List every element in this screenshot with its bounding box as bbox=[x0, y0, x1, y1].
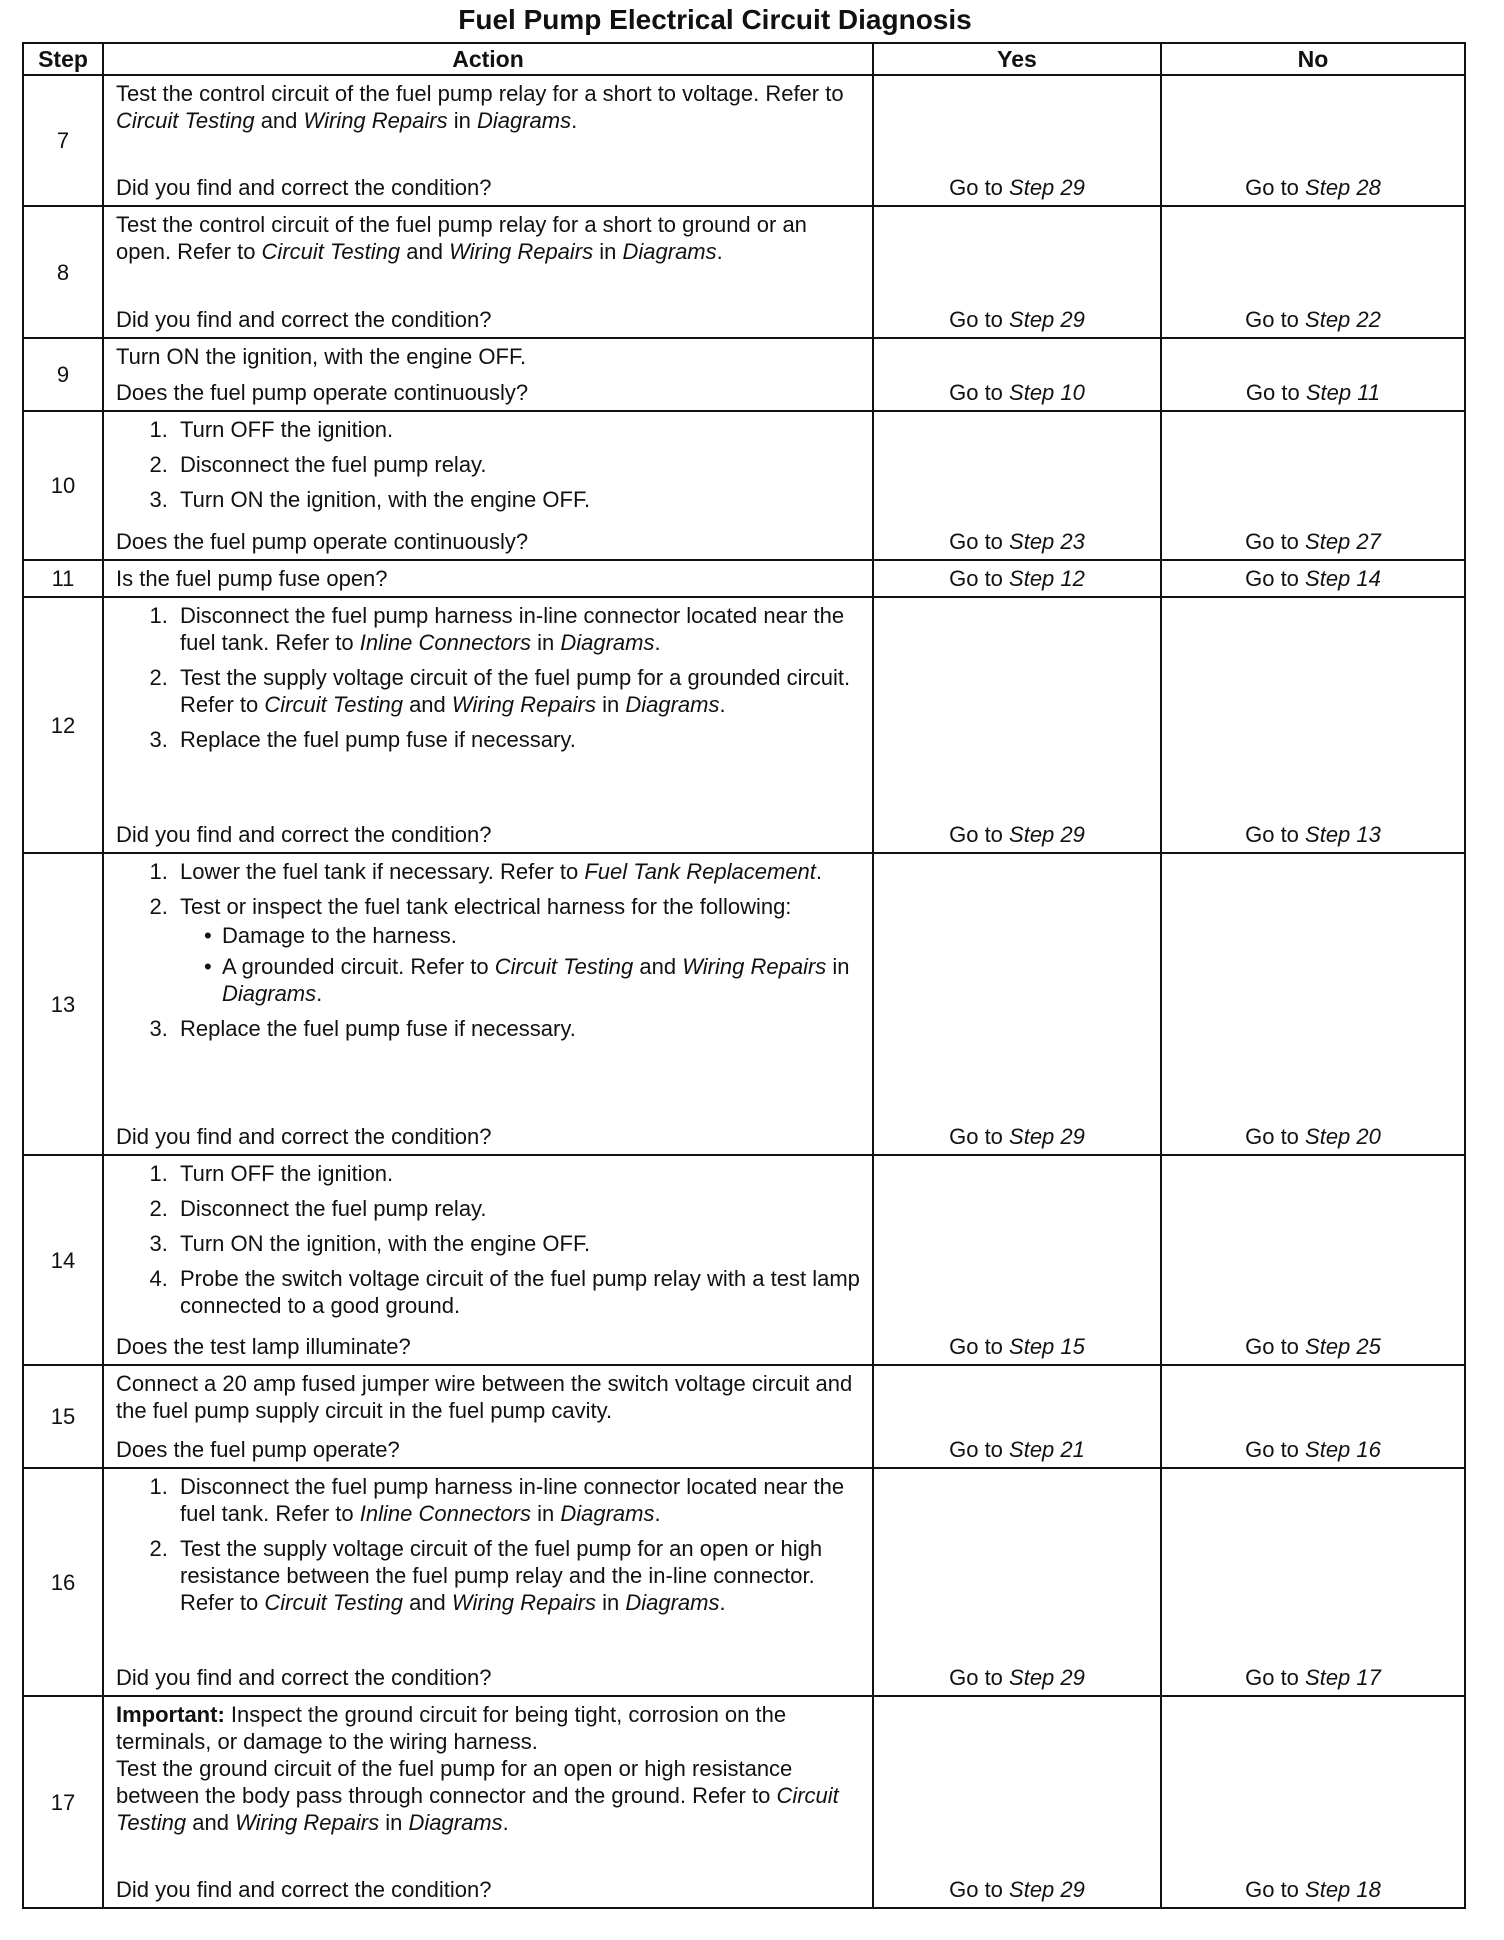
no-result: Go to Step 22 bbox=[1161, 206, 1465, 338]
step-number: 15 bbox=[23, 1365, 103, 1468]
step-number: 8 bbox=[23, 206, 103, 338]
action-steps-list bbox=[116, 1473, 864, 1616]
step-number: 17 bbox=[23, 1696, 103, 1908]
action-steps-list bbox=[116, 858, 864, 1042]
no-column-header: No bbox=[1161, 43, 1465, 75]
action-cell bbox=[103, 1155, 873, 1365]
action-cell bbox=[103, 1696, 873, 1908]
action-cell bbox=[103, 853, 873, 1155]
action-paragraph: Connect a 20 amp fused jumper wire between the switch voltage circuit and the fuel pump supply circuit in the fuel pump cavity. bbox=[116, 1371, 853, 1423]
table-row bbox=[23, 853, 1465, 1155]
action-step: 2. Disconnect the fuel pump relay. bbox=[174, 451, 864, 478]
step-number: 16 bbox=[23, 1468, 103, 1696]
diagnosis-table bbox=[22, 42, 1466, 1909]
reference-text: Wiring Repairs bbox=[303, 108, 448, 133]
table-row bbox=[23, 338, 1465, 411]
yes-result: Go to Step 21 bbox=[873, 1365, 1161, 1468]
step-reference: Step 29 bbox=[1009, 1665, 1085, 1690]
table-body bbox=[23, 75, 1465, 1908]
table-row bbox=[23, 411, 1465, 560]
reference-text: Circuit Testing bbox=[261, 239, 401, 264]
action-step: 2. Test the supply voltage circuit of the fuel pump for an open or high resistance between the fuel pump relay and the in-line connector. Refer to Circuit Testing and Wiring Repairs in Diagrams. bbox=[174, 1535, 864, 1616]
step-reference: Step 20 bbox=[1305, 1124, 1381, 1149]
action-step: 1. Turn OFF the ignition. bbox=[174, 416, 864, 443]
action-question: Did you find and correct the condition? bbox=[116, 175, 492, 200]
action-steps-list bbox=[116, 1160, 864, 1319]
step-reference: Step 10 bbox=[1009, 380, 1085, 405]
step-number: 11 bbox=[23, 560, 103, 597]
yes-result: Go to Step 29 bbox=[873, 1696, 1161, 1908]
reference-text: Wiring Repairs bbox=[451, 1590, 596, 1615]
action-paragraph: Turn ON the ignition, with the engine OFF. bbox=[116, 344, 527, 369]
bullet-item: • A grounded circuit. Refer to Circuit Testing and Wiring Repairs in Diagrams. bbox=[204, 953, 864, 1007]
no-result: Go to Step 28 bbox=[1161, 75, 1465, 206]
action-question: Did you find and correct the condition? bbox=[116, 1665, 492, 1690]
step-reference: Step 28 bbox=[1305, 175, 1381, 200]
action-steps-list bbox=[116, 602, 864, 753]
reference-text: Diagrams bbox=[222, 981, 317, 1006]
step-reference: Step 13 bbox=[1305, 822, 1381, 847]
table-row bbox=[23, 597, 1465, 853]
action-step: 2. Disconnect the fuel pump relay. bbox=[174, 1195, 864, 1222]
step-reference: Step 29 bbox=[1009, 307, 1085, 332]
action-paragraph: Important: Inspect the ground circuit for being tight, corrosion on the terminals, or damage to the wiring harness. bbox=[116, 1702, 787, 1754]
action-cell bbox=[103, 411, 873, 560]
step-reference: Step 29 bbox=[1009, 1124, 1085, 1149]
table-row bbox=[23, 1468, 1465, 1696]
yes-result: Go to Step 10 bbox=[873, 338, 1161, 411]
step-reference: Step 21 bbox=[1009, 1437, 1085, 1462]
action-step: 3. Turn ON the ignition, with the engine OFF. bbox=[174, 486, 864, 513]
no-result: Go to Step 20 bbox=[1161, 853, 1465, 1155]
reference-text: Diagrams bbox=[622, 239, 717, 264]
step-reference: Step 14 bbox=[1305, 566, 1381, 591]
action-step: 1. Disconnect the fuel pump harness in-line connector located near the fuel tank. Refer to Inline Connectors in Diagrams. bbox=[174, 1473, 864, 1527]
step-reference: Step 29 bbox=[1009, 822, 1085, 847]
yes-result: Go to Step 12 bbox=[873, 560, 1161, 597]
step-reference: Step 11 bbox=[1305, 380, 1381, 405]
action-paragraph: Test the control circuit of the fuel pump relay for a short to voltage. Refer to Circuit Testing and Wiring Repairs in Diagrams. bbox=[116, 81, 844, 133]
yes-result: Go to Step 29 bbox=[873, 853, 1161, 1155]
table-row bbox=[23, 75, 1465, 206]
reference-text: Diagrams bbox=[625, 1590, 720, 1615]
action-paragraph: Test the control circuit of the fuel pump relay for a short to ground or an open. Refer to Circuit Testing and Wiring Repairs in Diagrams. bbox=[116, 212, 807, 264]
step-number: 9 bbox=[23, 338, 103, 411]
action-cell bbox=[103, 75, 873, 206]
yes-result: Go to Step 29 bbox=[873, 206, 1161, 338]
action-step: 2. Test the supply voltage circuit of the fuel pump for a grounded circuit. Refer to Circuit Testing and Wiring Repairs in Diagrams. bbox=[174, 664, 864, 718]
step-number: 7 bbox=[23, 75, 103, 206]
step-reference: Step 27 bbox=[1305, 529, 1381, 554]
reference-text: Diagrams bbox=[625, 692, 720, 717]
action-cell bbox=[103, 1365, 873, 1468]
reference-text: Diagrams bbox=[560, 630, 655, 655]
no-result: Go to Step 16 bbox=[1161, 1365, 1465, 1468]
action-step: 1. Lower the fuel tank if necessary. Refer to Fuel Tank Replacement. bbox=[174, 858, 864, 885]
step-column-header: Step bbox=[23, 43, 103, 75]
important-label: Important: bbox=[116, 1702, 225, 1727]
no-result: Go to Step 14 bbox=[1161, 560, 1465, 597]
action-paragraph: Test the ground circuit of the fuel pump for an open or high resistance between the body pass through connector and the ground. Refer to Circuit Testing and Wiring Repairs in Diagrams. bbox=[116, 1756, 839, 1835]
action-question: Does the fuel pump operate continuously? bbox=[116, 529, 529, 554]
reference-text: Wiring Repairs bbox=[451, 692, 596, 717]
action-step: 3. Turn ON the ignition, with the engine OFF. bbox=[174, 1230, 864, 1257]
yes-result: Go to Step 29 bbox=[873, 1468, 1161, 1696]
reference-text: Circuit Testing bbox=[116, 108, 255, 133]
table-row bbox=[23, 1155, 1465, 1365]
action-question: Did you find and correct the condition? bbox=[116, 1877, 492, 1902]
yes-result: Go to Step 29 bbox=[873, 597, 1161, 853]
step-number: 14 bbox=[23, 1155, 103, 1365]
step-reference: Step 18 bbox=[1305, 1877, 1381, 1902]
no-result: Go to Step 13 bbox=[1161, 597, 1465, 853]
step-number: 13 bbox=[23, 853, 103, 1155]
step-reference: Step 16 bbox=[1305, 1437, 1381, 1462]
reference-text: Circuit Testing bbox=[494, 954, 634, 979]
step-reference: Step 22 bbox=[1305, 307, 1381, 332]
action-column-header: Action bbox=[103, 43, 873, 75]
step-reference: Step 17 bbox=[1305, 1665, 1381, 1690]
action-step: 1. Disconnect the fuel pump harness in-line connector located near the fuel tank. Refer to Inline Connectors in Diagrams. bbox=[174, 602, 864, 656]
reference-text: Diagrams bbox=[408, 1810, 503, 1835]
no-result: Go to Step 18 bbox=[1161, 1696, 1465, 1908]
step-number: 12 bbox=[23, 597, 103, 853]
action-step: 1. Turn OFF the ignition. bbox=[174, 1160, 864, 1187]
bullet-item: • Damage to the harness. bbox=[204, 922, 864, 949]
no-result: Go to Step 25 bbox=[1161, 1155, 1465, 1365]
action-step: 4. Probe the switch voltage circuit of the fuel pump relay with a test lamp connected to a good ground. bbox=[174, 1265, 864, 1319]
action-cell bbox=[103, 560, 873, 597]
step-number: 10 bbox=[23, 411, 103, 560]
action-question: Did you find and correct the condition? bbox=[116, 822, 492, 847]
reference-text: Fuel Tank Replacement bbox=[584, 859, 816, 884]
action-question: Is the fuel pump fuse open? bbox=[116, 566, 388, 591]
reference-text: Circuit Testing bbox=[264, 692, 403, 717]
page-title: Fuel Pump Electrical Circuit Diagnosis bbox=[458, 4, 972, 35]
action-question: Does the fuel pump operate continuously? bbox=[116, 380, 529, 405]
yes-result: Go to Step 23 bbox=[873, 411, 1161, 560]
yes-result: Go to Step 29 bbox=[873, 75, 1161, 206]
step-reference: Step 12 bbox=[1009, 566, 1085, 591]
reference-text: Diagrams bbox=[560, 1501, 655, 1526]
reference-text: Circuit Testing bbox=[116, 1783, 839, 1835]
reference-text: Wiring Repairs bbox=[449, 239, 594, 264]
action-cell bbox=[103, 206, 873, 338]
table-row bbox=[23, 206, 1465, 338]
action-question: Did you find and correct the condition? bbox=[116, 1124, 492, 1149]
action-cell bbox=[103, 597, 873, 853]
action-step: 3. Replace the fuel pump fuse if necessary. bbox=[174, 1015, 864, 1042]
action-question: Did you find and correct the condition? bbox=[116, 307, 492, 332]
table-row bbox=[23, 1696, 1465, 1908]
yes-result: Go to Step 15 bbox=[873, 1155, 1161, 1365]
reference-text: Inline Connectors bbox=[359, 630, 531, 655]
reference-text: Inline Connectors bbox=[359, 1501, 531, 1526]
table-row bbox=[23, 560, 1465, 597]
no-result: Go to Step 11 bbox=[1161, 338, 1465, 411]
reference-text: Diagrams bbox=[476, 108, 572, 133]
action-steps-list bbox=[116, 416, 864, 513]
reference-text: Circuit Testing bbox=[264, 1590, 403, 1615]
yes-column-header: Yes bbox=[873, 43, 1161, 75]
no-result: Go to Step 17 bbox=[1161, 1468, 1465, 1696]
step-reference: Step 29 bbox=[1009, 1877, 1085, 1902]
table-header-row bbox=[23, 43, 1465, 75]
action-question: Does the fuel pump operate? bbox=[116, 1437, 400, 1462]
reference-text: Wiring Repairs bbox=[235, 1810, 380, 1835]
bullet-list bbox=[180, 922, 864, 1007]
reference-text: Wiring Repairs bbox=[682, 954, 827, 979]
step-reference: Step 29 bbox=[1009, 175, 1085, 200]
action-cell bbox=[103, 1468, 873, 1696]
action-step: 2. Test or inspect the fuel tank electrical harness for the following: • Damage to the harness. • A grounded circuit. Refer to Circuit Testing and Wiring Repairs in Diagrams. bbox=[174, 893, 864, 1007]
step-reference: Step 23 bbox=[1009, 529, 1085, 554]
step-reference: Step 15 bbox=[1009, 1334, 1085, 1359]
no-result: Go to Step 27 bbox=[1161, 411, 1465, 560]
action-cell bbox=[103, 338, 873, 411]
step-reference: Step 25 bbox=[1305, 1334, 1381, 1359]
action-step: 3. Replace the fuel pump fuse if necessary. bbox=[174, 726, 864, 753]
table-row bbox=[23, 1365, 1465, 1468]
action-question: Does the test lamp illuminate? bbox=[116, 1334, 411, 1359]
